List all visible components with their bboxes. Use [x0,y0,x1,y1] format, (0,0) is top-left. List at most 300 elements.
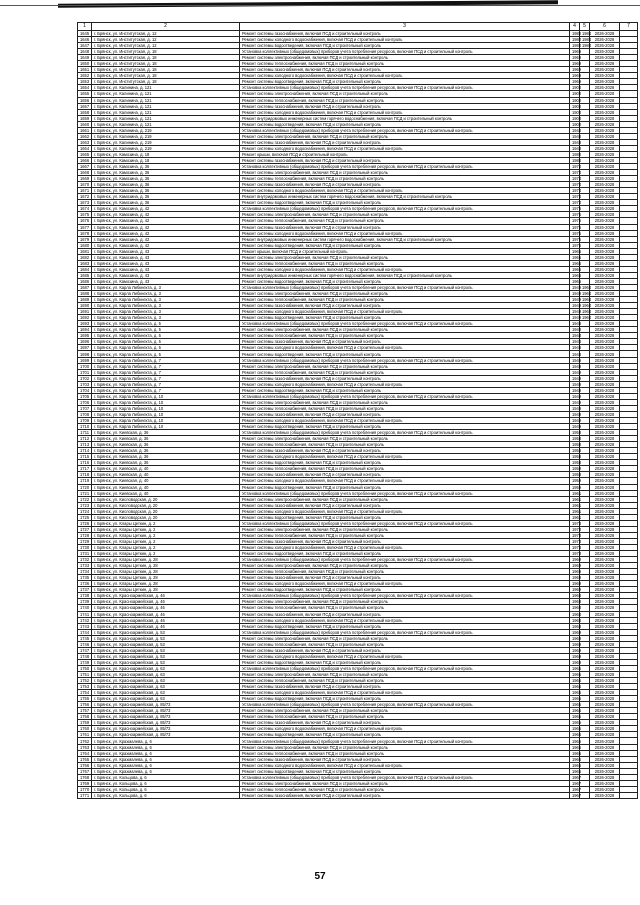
cell-row-number: 1665 [78,151,92,157]
cell-work-type: Ремонт системы теплоснабжения, включая ПСД и строительный контроль [240,532,570,538]
cell-address: г. Брянск, ул. Институтская, д. 18 [92,55,240,61]
cell-period: 2026-2028 [590,37,620,43]
cell-address: г. Брянск, ул. Карла Либкнехта, д. 10 [92,405,240,411]
cell-work-type: Ремонт системы газоснабжения, включая ПСД и строительный контроль [240,139,570,145]
cell-period: 2026-2028 [590,248,620,254]
cell-row-number: 1764 [78,750,92,756]
cell-build-year: 1949 [570,375,580,381]
cell-work-type: Ремонт системы теплоснабжения, включая ПСД и строительный контроль [240,97,570,103]
cell-work-type: Ремонт системы газоснабжения, включая ПСД и строительный контроль [240,411,570,417]
cell-work-type: Ремонт системы водоотведения, включая ПСД и строительный контроль [240,732,570,738]
cell-build-year: 1973 [570,520,580,526]
cell-row-number: 1744 [78,629,92,635]
cell-address: г. Брянск, ул. Красноармейская, д. 85/73 [92,732,240,738]
cell-period: 2026-2028 [590,31,620,37]
cell-build-year: 1969 [570,55,580,61]
cell-row-number: 1751 [78,671,92,677]
cell-row-number: 1717 [78,466,92,472]
cell-build-year: 1969 [570,575,580,581]
cell-row-number: 1658 [78,109,92,115]
cell-address: г. Брянск, ул. Камозина, д. 18 [92,151,240,157]
cell-period: 2026-2028 [590,176,620,182]
cell-build-year: 1961 [570,490,580,496]
cell-row-number: 1731 [78,551,92,557]
cell-address: г. Брянск, ул. Красноармейская, д. 85/73 [92,726,240,732]
cell-address: г. Брянск, ул. Клары Цеткин, д. 28 [92,557,240,563]
cell-row-number: 1710 [78,424,92,430]
cell-repair-year: 1984 [580,43,590,49]
cell-address: г. Брянск, ул. Карла Либкнехта, д. 7 [92,381,240,387]
cell-period: 2026-2028 [590,284,620,290]
cell-row-number: 1692 [78,315,92,321]
cell-row-number: 1733 [78,563,92,569]
cell-address: г. Брянск, ул. Калинина, д. 121 [92,103,240,109]
cell-row-number: 1689 [78,297,92,303]
cell-period: 2026-2028 [590,665,620,671]
cell-work-type: Ремонт системы электроснабжения, включая ПСД и строительный контроль [240,327,570,333]
cell-address: г. Брянск, ул. Красноармейская, д. 53 [92,635,240,641]
cell-row-number: 1739 [78,599,92,605]
cell-period: 2026-2028 [590,702,620,708]
cell-work-type: Ремонт системы холодного водоснабжения, включая ПСД и строительный контроль [240,37,570,43]
cell-build-year: 1974 [570,182,580,188]
cell-work-type: Ремонт системы газоснабжения, включая ПСД и строительный контроль [240,684,570,690]
cell-build-year: 1900 [570,121,580,127]
cell-address: г. Брянск, ул. Карла Либкнехта, д. 3 [92,291,240,297]
cell-build-year: 1948 [570,127,580,133]
cell-work-type: Ремонт системы электроснабжения, включая ПСД и строительный контроль [240,399,570,405]
cell-address: г. Брянск, ул. Карла Либкнехта, д. 10 [92,411,240,417]
cell-work-type: Ремонт системы холодного водоснабжения, включая ПСД и строительный контроль [240,418,570,424]
cell-address: г. Брянск, ул. Камозина, д. 36 [92,164,240,170]
cell-build-year: 1966 [570,260,580,266]
cell-period: 2026-2028 [590,496,620,502]
cell-row-number: 1670 [78,182,92,188]
cell-build-year: 1965 [570,702,580,708]
cell-work-type: Ремонт системы электроснабжения, включая ПСД и строительный контроль [240,526,570,532]
cell-address: г. Брянск, ул. Камозина, д. 18 [92,157,240,163]
cell-period: 2026-2028 [590,188,620,194]
cell-work-type: Ремонт системы газоснабжения, включая ПСД и строительный контроль [240,157,570,163]
cell-work-type: Ремонт системы электроснабжения, включая ПСД и строительный контроль [240,436,570,442]
cell-work-type: Установка коллективных (общедомовых) приборов учета потребления ресурсов, включая ПСД и строительный контроль [240,774,570,780]
cell-address: г. Брянск, ул. Красноармейская, д. 46 [92,605,240,611]
cell-row-number: 1745 [78,635,92,641]
cell-row-number: 1687 [78,284,92,290]
column-header-extra: 7 [620,23,638,31]
cell-work-type: Ремонт системы водоотведения, включая ПСД и строительный контроль [240,696,570,702]
cell-work-type: Ремонт системы газоснабжения, включая ПСД и строительный контроль [240,720,570,726]
cell-address: г. Брянск, ул. Красноармейская, д. 53 [92,653,240,659]
cell-build-year: 1949 [570,381,580,387]
cell-row-number: 1676 [78,218,92,224]
cell-address: г. Брянск, ул. Клары Цеткин, д. 2 [92,551,240,557]
cell-period: 2026-2028 [590,230,620,236]
cell-row-number: 1681 [78,248,92,254]
cell-build-year: 1966 [570,678,580,684]
cell-work-type: Ремонт системы электроснабжения, включая ПСД и строительный контроль [240,599,570,605]
cell-build-year: 1975 [570,206,580,212]
cell-row-number: 1680 [78,242,92,248]
cell-address: г. Брянск, ул. Камозина, д. 36 [92,176,240,182]
cell-build-year: 1948 [570,145,580,151]
cell-period: 2026-2028 [590,55,620,61]
cell-row-number: 1682 [78,254,92,260]
cell-work-type: Ремонт системы водоотведения, включая ПСД и строительный контроль [240,278,570,284]
cell-period: 2026-2028 [590,678,620,684]
cell-period: 2026-2028 [590,351,620,357]
table-header-row [78,23,638,31]
cell-period: 2026-2028 [590,212,620,218]
cell-period: 2026-2028 [590,460,620,466]
cell-work-type: Ремонт системы теплоснабжения, включая ПСД и строительный контроль [240,333,570,339]
cell-work-type: Установка коллективных (общедомовых) приборов учета потребления ресурсов, включая ПСД и строительный контроль [240,164,570,170]
cell-address: г. Брянск, ул. Красноармейская, д. 46 [92,623,240,629]
cell-period: 2026-2028 [590,430,620,436]
cell-work-type: Ремонт системы газоснабжения, включая ПСД и строительный контроль [240,538,570,544]
cell-row-number: 1704 [78,387,92,393]
cell-work-type: Ремонт системы газоснабжения, включая ПСД и строительный контроль [240,792,570,798]
cell-work-type: Установка коллективных (общедомовых) приборов учета потребления ресурсов, включая ПСД и строительный контроль [240,85,570,91]
cell-build-year: 1980 [570,37,580,43]
cell-row-number: 1738 [78,593,92,599]
cell-address: г. Брянск, ул. Карла Либкнехта, д. 3 [92,315,240,321]
cell-work-type: Ремонт системы теплоснабжения, включая ПСД и строительный контроль [240,176,570,182]
cell-build-year: 1900 [570,91,580,97]
cell-work-type: Ремонт системы теплоснабжения, включая ПСД и строительный контроль [240,786,570,792]
cell-address: г. Брянск, ул. Красноармейская, д. 63 [92,671,240,677]
cell-address: г. Брянск, ул. Киевская, д. 40 [92,490,240,496]
cell-address: г. Брянск, ул. Институтская, д. 12 [92,43,240,49]
cell-row-number: 1732 [78,557,92,563]
cell-work-type: Установка коллективных (общедомовых) приборов учета потребления ресурсов, включая ПСД и строительный контроль [240,393,570,399]
scan-edge-bar [58,0,558,7]
cell-period: 2026-2028 [590,563,620,569]
cell-row-number: 1770 [78,786,92,792]
cell-row-number: 1667 [78,164,92,170]
cell-build-year: 1958 [570,448,580,454]
cell-build-year: 1967 [570,780,580,786]
cell-address: г. Брянск, ул. Карла Либкнехта, д. 5 [92,351,240,357]
cell-row-number: 1690 [78,303,92,309]
cell-build-year: 1973 [570,526,580,532]
cell-address: г. Брянск, ул. Институтская, д. 18 [92,79,240,85]
cell-address: г. Брянск, ул. Красноармейская, д. 85/73 [92,720,240,726]
cell-work-type: Ремонт системы газоснабжения, включая ПСД и строительный контроль [240,103,570,109]
cell-address: г. Брянск, ул. Камозина, д. 42 [92,212,240,218]
cell-work-type: Ремонт системы холодного водоснабжения, включая ПСД и строительный контроль [240,690,570,696]
cell-build-year: 1969 [570,557,580,563]
cell-address: г. Брянск, ул. Калинина, д. 121 [92,97,240,103]
cell-address: г. Брянск, ул. Киевская, д. 36 [92,436,240,442]
cell-row-number: 1686 [78,278,92,284]
cell-repair-year: 1964 [580,291,590,297]
cell-period: 2026-2028 [590,375,620,381]
cell-row-number: 1688 [78,291,92,297]
cell-address: г. Брянск, ул. Кисловодская, д. 20 [92,508,240,514]
cell-period: 2026-2028 [590,762,620,768]
cell-build-year: 1966 [570,254,580,260]
cell-period: 2026-2028 [590,121,620,127]
cell-build-year: 1949 [570,357,580,363]
cell-work-type: Установка коллективных (общедомовых) приборов учета потребления ресурсов, включая ПСД и строительный контроль [240,702,570,708]
cell-period: 2026-2028 [590,127,620,133]
cell-work-type: Ремонт системы теплоснабжения, включая ПСД и строительный контроль [240,442,570,448]
cell-build-year: 1961 [570,496,580,502]
cell-address: г. Брянск, ул. Крахмалева, д. 6 [92,738,240,744]
cell-address: г. Брянск, ул. Киевская, д. 40 [92,478,240,484]
cell-address: г. Брянск, ул. Красноармейская, д. 63 [92,678,240,684]
cell-period: 2026-2028 [590,405,620,411]
cell-work-type: Ремонт системы водоотведения, включая ПСД и строительный контроль [240,351,570,357]
cell-build-year: 1966 [570,696,580,702]
cell-row-number: 1655 [78,91,92,97]
cell-period: 2026-2028 [590,774,620,780]
column-header-number: 1 [78,23,92,31]
cell-work-type: Ремонт системы теплоснабжения, включая ПСД и строительный контроль [240,405,570,411]
cell-row-number: 1650 [78,61,92,67]
cell-period: 2026-2028 [590,792,620,798]
cell-period: 2026-2028 [590,309,620,315]
cell-row-number: 1677 [78,224,92,230]
cell-work-type: Ремонт системы газоснабжения, включая ПСД и строительный контроль [240,575,570,581]
cell-address: г. Брянск, ул. Карла Либкнехта, д. 10 [92,424,240,430]
cell-build-year: 1966 [570,665,580,671]
cell-row-number: 1666 [78,157,92,163]
cell-period: 2026-2028 [590,157,620,163]
cell-build-year: 1980 [570,157,580,163]
cell-build-year: 1980 [570,43,580,49]
cell-address: г. Брянск, ул. Кольцова, д. 6 [92,774,240,780]
cell-build-year: 1949 [570,387,580,393]
cell-build-year: 1949 [570,297,580,303]
cell-row-number: 1754 [78,690,92,696]
cell-work-type: Ремонт системы холодного водоснабжения, включая ПСД и строительный контроль [240,230,570,236]
cell-work-type: Ремонт системы водоотведения, включая ПСД и строительный контроль [240,200,570,206]
cell-build-year: 1949 [570,393,580,399]
cell-row-number: 1727 [78,526,92,532]
cell-address: г. Брянск, ул. Камозина, д. 43 [92,248,240,254]
cell-build-year: 1975 [570,236,580,242]
cell-work-type: Ремонт системы водоотведения, включая ПСД и строительный контроль [240,121,570,127]
cell-address: г. Брянск, ул. Красноармейская, д. 53 [92,641,240,647]
cell-build-year: 1969 [570,49,580,55]
cell-build-year: 1973 [570,538,580,544]
cell-build-year: 1966 [570,684,580,690]
cell-row-number: 1765 [78,756,92,762]
cell-row-number: 1758 [78,714,92,720]
cell-period: 2026-2028 [590,97,620,103]
cell-work-type: Ремонт системы электроснабжения, включая ПСД и строительный контроль [240,780,570,786]
cell-work-type: Ремонт системы газоснабжения, включая ПСД и строительный контроль [240,502,570,508]
cell-address: г. Брянск, ул. Карла Либкнехта, д. 5 [92,339,240,345]
cell-address: г. Брянск, ул. Киевская, д. 36 [92,442,240,448]
cell-address: г. Брянск, ул. Камозина, д. 36 [92,200,240,206]
cell-address: г. Брянск, ул. Красноармейская, д. 63 [92,696,240,702]
cell-repair-year: 1964 [580,309,590,315]
cell-build-year: 1965 [570,732,580,738]
cell-row-number: 1685 [78,272,92,278]
cell-period: 2026-2028 [590,85,620,91]
cell-row-number: 1662 [78,133,92,139]
cell-work-type: Ремонт системы теплоснабжения, включая ПСД и строительный контроль [240,569,570,575]
cell-build-year: 1958 [570,460,580,466]
cell-address: г. Брянск, ул. Калинина, д. 121 [92,91,240,97]
cell-work-type: Ремонт системы теплоснабжения, включая ПСД и строительный контроль [240,466,570,472]
cell-period: 2026-2028 [590,109,620,115]
cell-address: г. Брянск, ул. Камозина, д. 36 [92,170,240,176]
cell-address: г. Брянск, ул. Кольцова, д. 6 [92,780,240,786]
cell-address: г. Брянск, ул. Клары Цеткин, д. 2 [92,526,240,532]
cell-work-type: Ремонт системы водоотведения, включая ПСД и строительный контроль [240,387,570,393]
cell-period: 2026-2028 [590,115,620,121]
cell-build-year: 1966 [570,750,580,756]
cell-work-type: Ремонт системы холодного водоснабжения, включая ПСД и строительный контроль [240,381,570,387]
cell-work-type: Ремонт системы электроснабжения, включая ПСД и строительный контроль [240,671,570,677]
cell-address: г. Брянск, ул. Карла Либкнехта, д. 3 [92,284,240,290]
cell-work-type: Ремонт системы газоснабжения, включая ПСД и строительный контроль [240,339,570,345]
cell-row-number: 1741 [78,611,92,617]
cell-build-year: 1948 [570,333,580,339]
cell-period: 2026-2028 [590,502,620,508]
cell-work-type: Ремонт системы электроснабжения, включая ПСД и строительный контроль [240,254,570,260]
cell-build-year: 1966 [570,762,580,768]
cell-build-year: 1958 [570,430,580,436]
cell-build-year: 1948 [570,345,580,351]
cell-period: 2026-2028 [590,236,620,242]
cell-work-type: Ремонт системы электроснабжения, включая ПСД и строительный контроль [240,212,570,218]
cell-address: г. Брянск, ул. Институтская, д. 12 [92,31,240,37]
cell-period: 2026-2028 [590,357,620,363]
cell-row-number: 1750 [78,665,92,671]
cell-work-type: Установка коллективных (общедомовых) приборов учета потребления ресурсов, включая ПСД и строительный контроль [240,593,570,599]
cell-build-year: 1969 [570,563,580,569]
cell-period: 2026-2028 [590,206,620,212]
cell-work-type: Ремонт системы газоснабжения, включая ПСД и строительный контроль [240,472,570,478]
cell-period: 2026-2028 [590,478,620,484]
cell-row-number: 1721 [78,490,92,496]
cell-repair-year: 1964 [580,284,590,290]
cell-address: г. Брянск, ул. Камозина, д. 42 [92,218,240,224]
cell-work-type: Ремонт системы водоотведения, включая ПСД и строительный контроль [240,514,570,520]
cell-address: г. Брянск, ул. Камозина, д. 36 [92,188,240,194]
cell-build-year: 1969 [570,641,580,647]
cell-address: г. Брянск, ул. Камозина, д. 36 [92,194,240,200]
cell-repair-year: 1984 [580,31,590,37]
cell-row-number: 1700 [78,363,92,369]
cell-address: г. Брянск, ул. Карла Либкнехта, д. 5 [92,327,240,333]
cell-row-number: 1699 [78,357,92,363]
cell-period: 2026-2028 [590,484,620,490]
cell-row-number: 1683 [78,260,92,266]
cell-row-number: 1752 [78,678,92,684]
cell-period: 2026-2028 [590,303,620,309]
cell-period: 2026-2028 [590,194,620,200]
cell-work-type: Ремонт системы холодного водоснабжения, включая ПСД и строительный контроль [240,145,570,151]
cell-address: г. Брянск, ул. Калинина, д. 121 [92,115,240,121]
cell-work-type: Ремонт системы теплоснабжения, включая ПСД и строительный контроль [240,369,570,375]
cell-row-number: 1675 [78,212,92,218]
cell-row-number: 1678 [78,230,92,236]
cell-build-year: 1966 [570,671,580,677]
cell-address: г. Брянск, ул. Карла Либкнехта, д. 3 [92,309,240,315]
cell-address: г. Брянск, ул. Крахмалева, д. 6 [92,762,240,768]
cell-build-year: 1965 [570,720,580,726]
cell-row-number: 1726 [78,520,92,526]
cell-address: г. Брянск, ул. Киевская, д. 36 [92,430,240,436]
cell-work-type: Установка коллективных (общедомовых) приборов учета потребления ресурсов, включая ПСД и строительный контроль [240,357,570,363]
cell-period: 2026-2028 [590,278,620,284]
cell-period: 2026-2028 [590,611,620,617]
cell-build-year: 1974 [570,176,580,182]
cell-work-type: Ремонт системы теплоснабжения, включая ПСД и строительный контроль [240,678,570,684]
cell-address: г. Брянск, ул. Калинина, д. 219 [92,145,240,151]
cell-build-year: 1959 [570,484,580,490]
cell-address: г. Брянск, ул. Камозина, д. 43 [92,266,240,272]
cell-period: 2026-2028 [590,551,620,557]
cell-row-number: 1716 [78,460,92,466]
cell-row-number: 1653 [78,79,92,85]
cell-period: 2026-2028 [590,345,620,351]
cell-period: 2026-2028 [590,720,620,726]
cell-period: 2026-2028 [590,593,620,599]
cell-address: г. Брянск, ул. Камозина, д. 43 [92,278,240,284]
cell-build-year: 1966 [570,266,580,272]
cell-address: г. Брянск, ул. Киевская, д. 40 [92,472,240,478]
cell-build-year: 1973 [570,544,580,550]
cell-address: г. Брянск, ул. Крахмалева, д. 6 [92,744,240,750]
cell-address: г. Брянск, ул. Институтская, д. 12 [92,37,240,43]
cell-row-number: 1694 [78,327,92,333]
cell-build-year: 1949 [570,369,580,375]
cell-address: г. Брянск, ул. Кисловодская, д. 20 [92,502,240,508]
cell-build-year: 1968 [570,617,580,623]
cell-work-type: Ремонт системы водоотведения, включая ПСД и строительный контроль [240,315,570,321]
cell-period: 2026-2028 [590,647,620,653]
cell-work-type: Ремонт системы водоотведения, включая ПСД и строительный контроль [240,424,570,430]
cell-period: 2026-2028 [590,224,620,230]
cell-period: 2026-2028 [590,599,620,605]
cell-address: г. Брянск, ул. Карла Либкнехта, д. 5 [92,321,240,327]
cell-period: 2026-2028 [590,411,620,417]
cell-build-year: 1900 [570,109,580,115]
cell-row-number: 1713 [78,442,92,448]
cell-address: г. Брянск, ул. Карла Либкнехта, д. 5 [92,345,240,351]
cell-work-type: Ремонт внутридомовых инженерных систем горячего водоснабжения, включая ПСД и строительный контроль [240,115,570,121]
cell-row-number: 1747 [78,647,92,653]
cell-row-number: 1697 [78,345,92,351]
cell-row-number: 1672 [78,194,92,200]
cell-row-number: 1652 [78,73,92,79]
cell-repair-year: 1984 [580,37,590,43]
cell-repair-year: 1964 [580,303,590,309]
cell-build-year: 1968 [570,599,580,605]
cell-period: 2026-2028 [590,708,620,714]
cell-build-year: 1975 [570,218,580,224]
cell-address: г. Брянск, ул. Красноармейская, д. 53 [92,659,240,665]
cell-period: 2026-2028 [590,363,620,369]
cell-period: 2026-2028 [590,538,620,544]
cell-row-number: 1753 [78,684,92,690]
cell-row-number: 1736 [78,581,92,587]
cell-address: г. Брянск, ул. Калинина, д. 121 [92,109,240,115]
cell-period: 2026-2028 [590,266,620,272]
cell-build-year: 1975 [570,212,580,218]
cell-row-number: 1679 [78,236,92,242]
cell-period: 2026-2028 [590,635,620,641]
cell-address: г. Брянск, ул. Кисловодская, д. 20 [92,496,240,502]
cell-row-number: 1714 [78,448,92,454]
